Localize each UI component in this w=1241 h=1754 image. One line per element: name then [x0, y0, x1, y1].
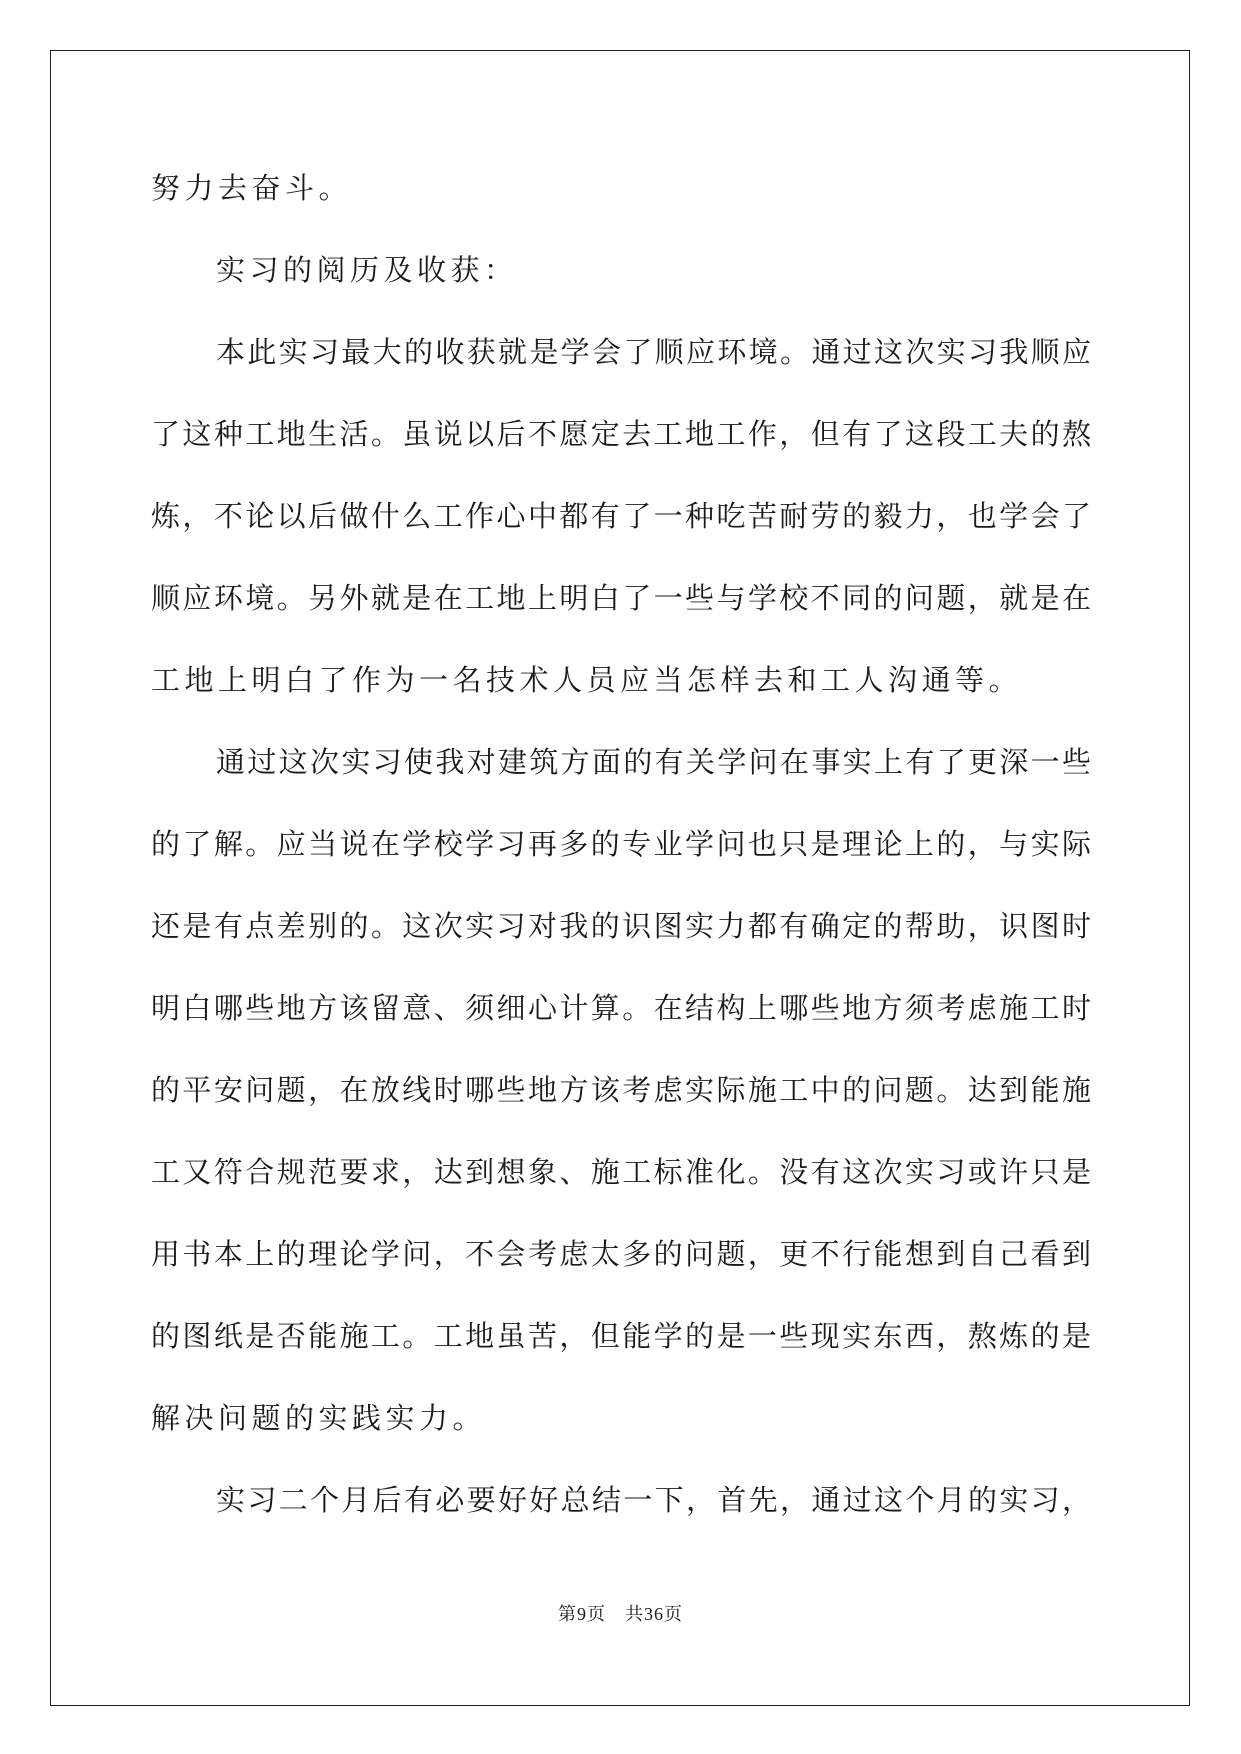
text-line: 的图纸是否能施工。工地虽苦，但能学的是一些现实东西，熬炼的是 [151, 1319, 1091, 1353]
page-footer [0, 1600, 1241, 1626]
text-line: 实习的阅历及收获： [216, 253, 518, 287]
current-page-number: 9 [577, 1604, 587, 1624]
text-line: 用书本上的理论学问，不会考虑太多的问题，更不行能想到自己看到 [151, 1237, 1091, 1271]
text-line: 炼，不论以后做什么工作心中都有了一种吃苦耐劳的毅力，也学会了 [151, 499, 1091, 533]
text-line: 工又符合规范要求，达到想象、施工标准化。没有这次实习或许只是 [151, 1155, 1091, 1189]
total-page-count: 36 [644, 1604, 664, 1624]
footer-prefix: 第 [558, 1604, 577, 1625]
footer-mid: 页 共 [587, 1604, 644, 1625]
text-line: 明白哪些地方该留意、须细心计算。在结构上哪些地方须考虑施工时 [151, 991, 1091, 1025]
text-line: 努力去奋斗。 [151, 171, 353, 205]
text-line: 通过这次实习使我对建筑方面的有关学问在事实上有了更深一些 [216, 745, 1091, 779]
text-line: 了这种工地生活。虽说以后不愿定去工地工作，但有了这段工夫的熬 [151, 417, 1091, 451]
footer-suffix: 页 [664, 1604, 683, 1625]
text-line: 解决问题的实践实力。 [151, 1401, 487, 1435]
text-line: 工地上明白了作为一名技术人员应当怎样去和工人沟通等。 [151, 663, 1023, 697]
text-line: 还是有点差别的。这次实习对我的识图实力都有确定的帮助，识图时 [151, 909, 1091, 943]
text-line: 的平安问题，在放线时哪些地方该考虑实际施工中的问题。达到能施 [151, 1073, 1091, 1107]
document-body [151, 160, 1091, 1554]
text-line: 本此实习最大的收获就是学会了顺应环境。通过这次实习我顺应 [216, 335, 1091, 369]
text-line: 实习二个月后有必要好好总结一下，首先，通过这个月的实习， [216, 1483, 1091, 1517]
text-line: 顺应环境。另外就是在工地上明白了一些与学校不同的问题，就是在 [151, 581, 1091, 615]
text-line: 的了解。应当说在学校学习再多的专业学问也只是理论上的，与实际 [151, 827, 1091, 861]
